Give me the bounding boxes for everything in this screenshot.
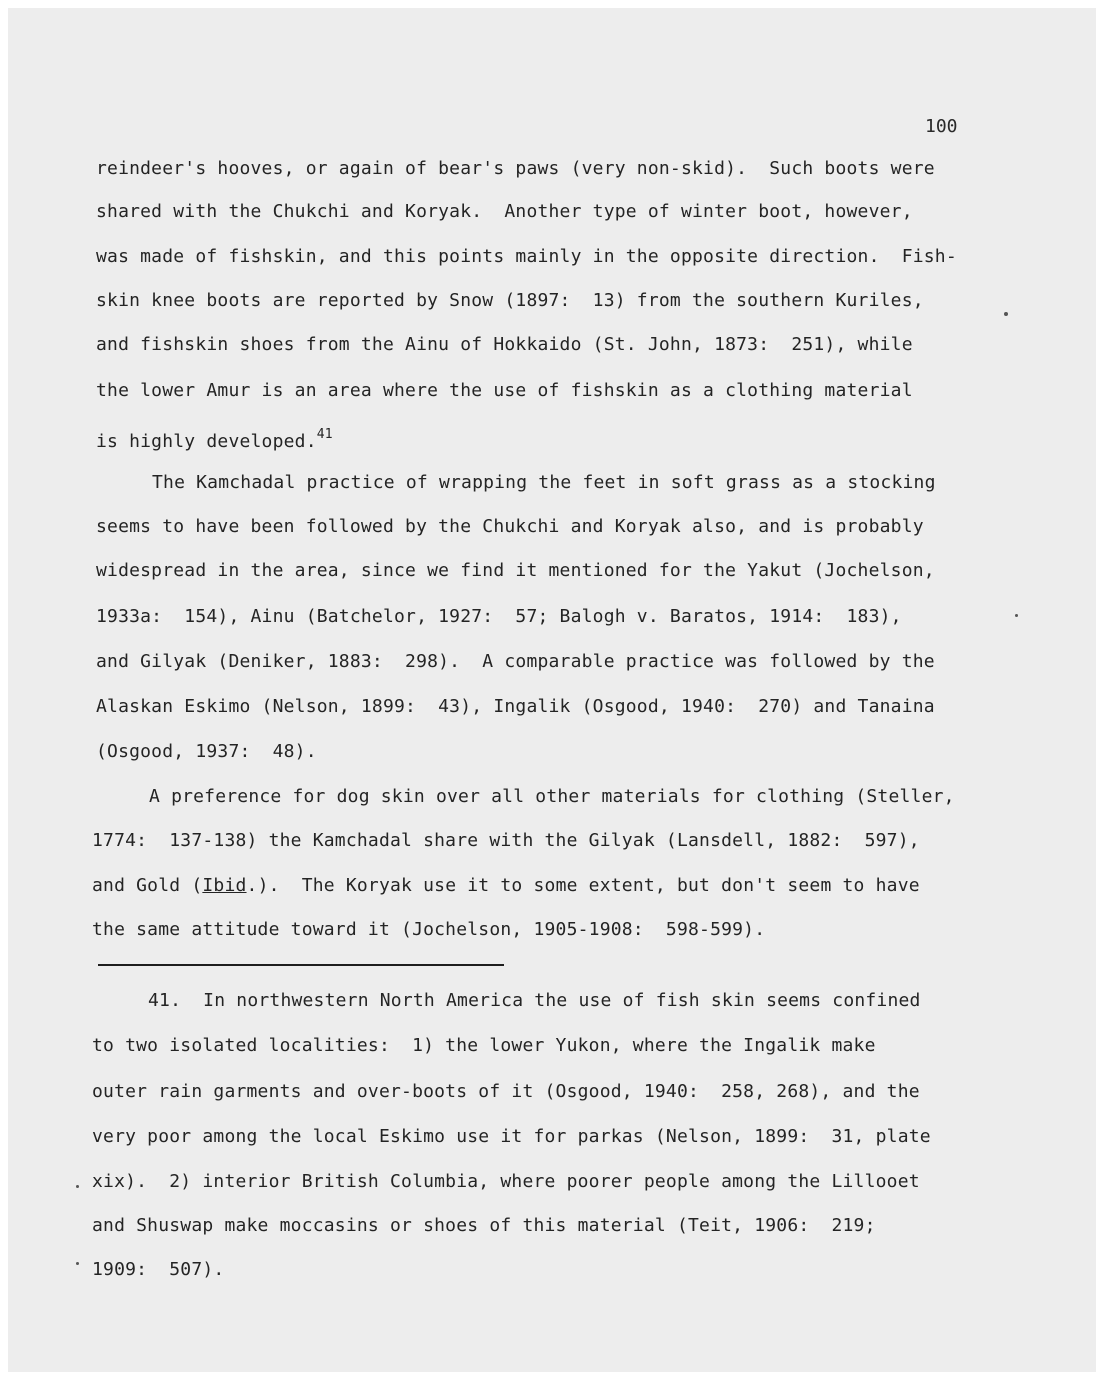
body-line: shared with the Chukchi and Koryak. Another type of winter boot, however,: [96, 201, 913, 222]
body-line: and fishskin shoes from the Ainu of Hokkaido (St. John, 1873: 251), while: [96, 334, 913, 355]
scan-speck: [1015, 614, 1018, 617]
footnote-line: to two isolated localities: 1) the lower Yukon, where the Ingalik make: [92, 1035, 876, 1056]
footnote-line: and Shuswap make moccasins or shoes of this material (Teit, 1906: 219;: [92, 1215, 876, 1236]
footnote-line: 1909: 507).: [92, 1259, 225, 1280]
body-line: A preference for dog skin over all other materials for clothing (Steller,: [149, 786, 955, 807]
body-line: was made of fishskin, and this points mainly in the opposite direction. Fish-: [96, 246, 957, 267]
body-line: (Osgood, 1937: 48).: [96, 741, 317, 762]
body-line: skin knee boots are reported by Snow (1897: 13) from the southern Kuriles,: [96, 290, 924, 311]
footnote-line: xix). 2) interior British Columbia, where poorer people among the Lillooet: [92, 1171, 920, 1192]
body-line: 1933a: 154), Ainu (Batchelor, 1927: 57; Balogh v. Baratos, 1914: 183),: [96, 606, 902, 627]
body-line: the same attitude toward it (Jochelson, 1905-1908: 598-599).: [92, 919, 766, 940]
ibid-underlined: Ibid: [202, 875, 247, 896]
body-line: reindeer's hooves, or again of bear's paws (very non-skid). Such boots were: [96, 158, 935, 179]
body-line: and Gilyak (Deniker, 1883: 298). A comparable practice was followed by the: [96, 651, 935, 672]
body-line-text: and Gold (: [92, 875, 203, 896]
body-line: seems to have been followed by the Chukchi and Koryak also, and is probably: [96, 516, 924, 537]
scan-speck: [76, 1262, 79, 1265]
footnote-line: very poor among the local Eskimo use it for parkas (Nelson, 1899: 31, plate: [92, 1126, 931, 1147]
page-number: 100: [925, 116, 958, 137]
footnote-separator: [98, 964, 504, 966]
body-line: Alaskan Eskimo (Nelson, 1899: 43), Ingalik (Osgood, 1940: 270) and Tanaina: [96, 696, 935, 717]
document-page: [8, 8, 1096, 1372]
footnote-line: 41. In northwestern North America the use of fish skin seems confined: [148, 990, 921, 1011]
body-line: 1774: 137-138) the Kamchadal share with the Gilyak (Lansdell, 1882: 597),: [92, 830, 920, 851]
body-line: The Kamchadal practice of wrapping the feet in soft grass as a stocking: [152, 472, 936, 493]
body-line-with-footnote: [96, 424, 333, 453]
body-line-text: is highly developed.: [96, 431, 317, 452]
scan-speck: [1004, 312, 1008, 316]
footnote-line: outer rain garments and over-boots of it (Osgood, 1940: 258, 268), and the: [92, 1081, 920, 1102]
scan-speck: [76, 1185, 79, 1188]
body-line-text: .). The Koryak use it to some extent, but don't seem to have: [246, 875, 920, 896]
body-line: the lower Amur is an area where the use of fishskin as a clothing material: [96, 380, 913, 401]
body-line: widespread in the area, since we find it mentioned for the Yakut (Jochelson,: [96, 560, 935, 581]
footnote-marker: 41: [316, 427, 333, 442]
body-line-with-ibid: [92, 875, 920, 897]
